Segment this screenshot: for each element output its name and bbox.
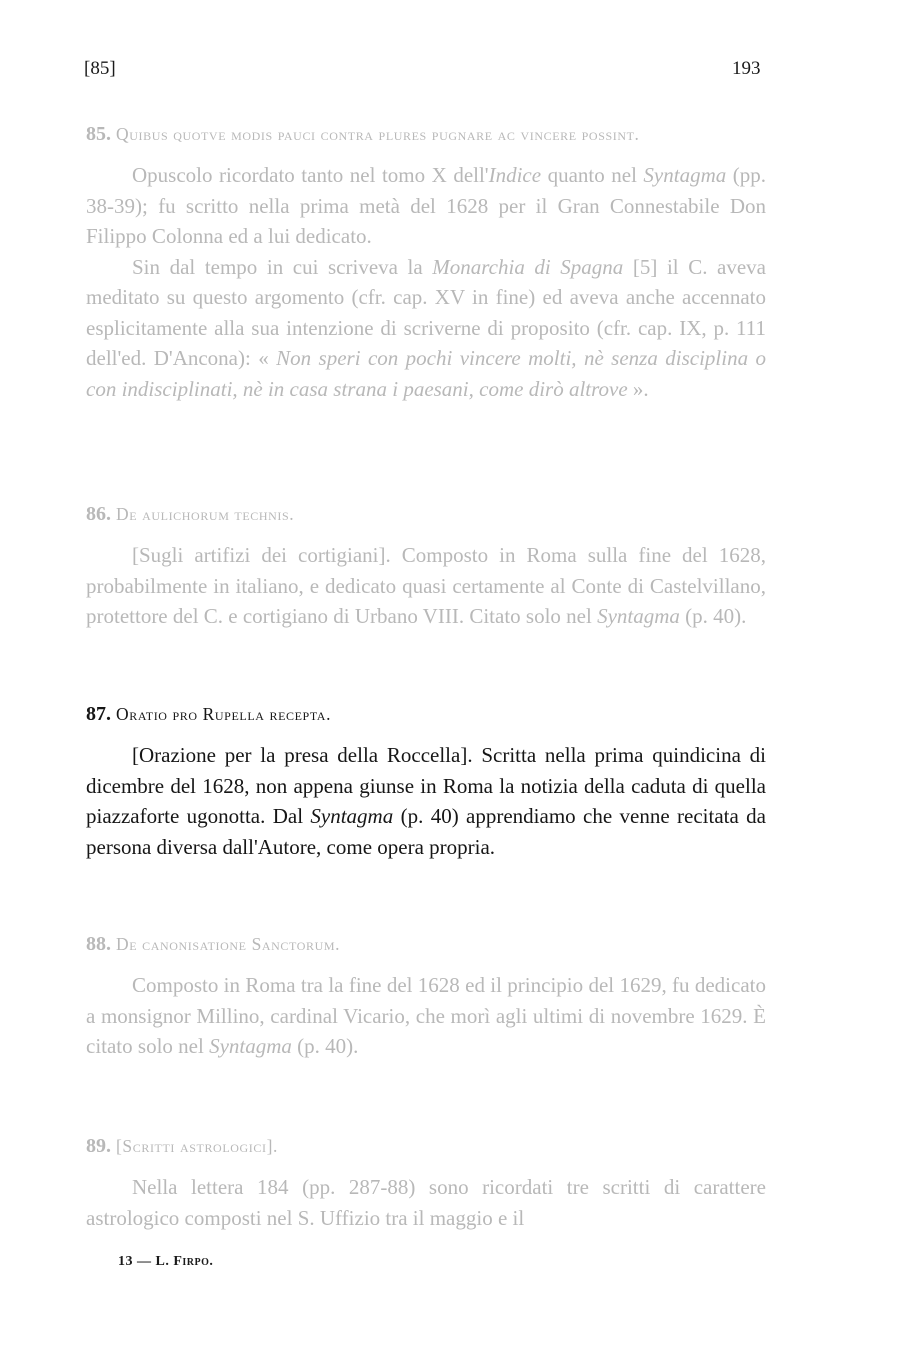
entry-number: 85. xyxy=(86,123,111,145)
entry-title: Oratio pro Rupella recepta. xyxy=(115,704,332,724)
entry-title: [Scritti astrologici]. xyxy=(115,1136,278,1156)
entry-number: 88. xyxy=(86,933,111,955)
entry-paragraph: [Orazione per la presa della Roccella]. Scritta nella prima quindicina di dicembre del 1628, non appena giunse in Roma la notizia della caduta di quella piazzaforte ugonotta. Dal Syntagma (p. 40) apprendiamo che venne recitata da persona diversa dall'Autore, come opera propria. xyxy=(86,743,766,859)
entry-paragraph: Composto in Roma tra la fine del 1628 ed il principio del 1629, fu dedicato a monsignor Millino, cardinal Vicario, che morì agli ultimi di novembre 1629. È citato solo nel Syntagma (p. 40). xyxy=(86,973,766,1058)
entry-heading xyxy=(86,1134,766,1158)
entry-heading xyxy=(86,122,766,146)
entry-number: 87. xyxy=(86,703,111,725)
entry-87 xyxy=(86,702,766,862)
entry-title: Quibus quotve modis pauci contra plures pugnare ac vincere possint. xyxy=(115,124,640,144)
entry-85 xyxy=(86,122,766,404)
page-number: 193 xyxy=(732,58,761,79)
entry-86 xyxy=(86,502,766,632)
entry-title: De aulichorum technis. xyxy=(115,504,295,524)
running-head-left: [85] xyxy=(84,58,116,79)
entry-number: 89. xyxy=(86,1135,111,1157)
entry-paragraph: [Sugli artifizi dei cortigiani]. Composto in Roma sulla fine del 1628, probabilmente in italiano, e dedicato quasi certamente al Conte di Castelvillano, protettore del C. e cortigiano di Urbano VIII. Citato solo nel Syntagma (p. 40). xyxy=(86,543,766,628)
entry-heading xyxy=(86,502,766,526)
entry-89 xyxy=(86,1134,766,1233)
entry-title: De canonisatione Sanctorum. xyxy=(115,934,341,954)
entry-paragraph: Nella lettera 184 (pp. 287-88) sono ricordati tre scritti di carattere astrologico composti nel S. Uffizio tra il maggio e il xyxy=(86,1175,766,1230)
signature-footer: 13 — L. Firpo. xyxy=(118,1254,214,1269)
entry-heading xyxy=(86,702,766,726)
entry-number: 86. xyxy=(86,503,111,525)
entry-paragraph: Opuscolo ricordato tanto nel tomo X dell'Indice quanto nel Syntagma (pp. 38-39); fu scritto nella prima metà del 1628 per il Gran Connestabile Don Filippo Colonna ed a lui dedicato. xyxy=(86,163,767,248)
entry-heading xyxy=(86,932,766,956)
entry-88 xyxy=(86,932,766,1062)
entry-paragraph: Sin dal tempo in cui scriveva la Monarchia di Spagna [5] il C. aveva meditato su questo argomento (cfr. cap. XV in fine) ed aveva anche accennato esplicitamente alla sua intenzione di scriverne di proposito (cfr. cap. IX, p. 111 dell'ed. D'Ancona): « Non speri con pochi vincere molti, nè senza disciplina o con indisciplinati, nè in casa strana i paesani, come dirò altrove ». xyxy=(86,254,766,401)
